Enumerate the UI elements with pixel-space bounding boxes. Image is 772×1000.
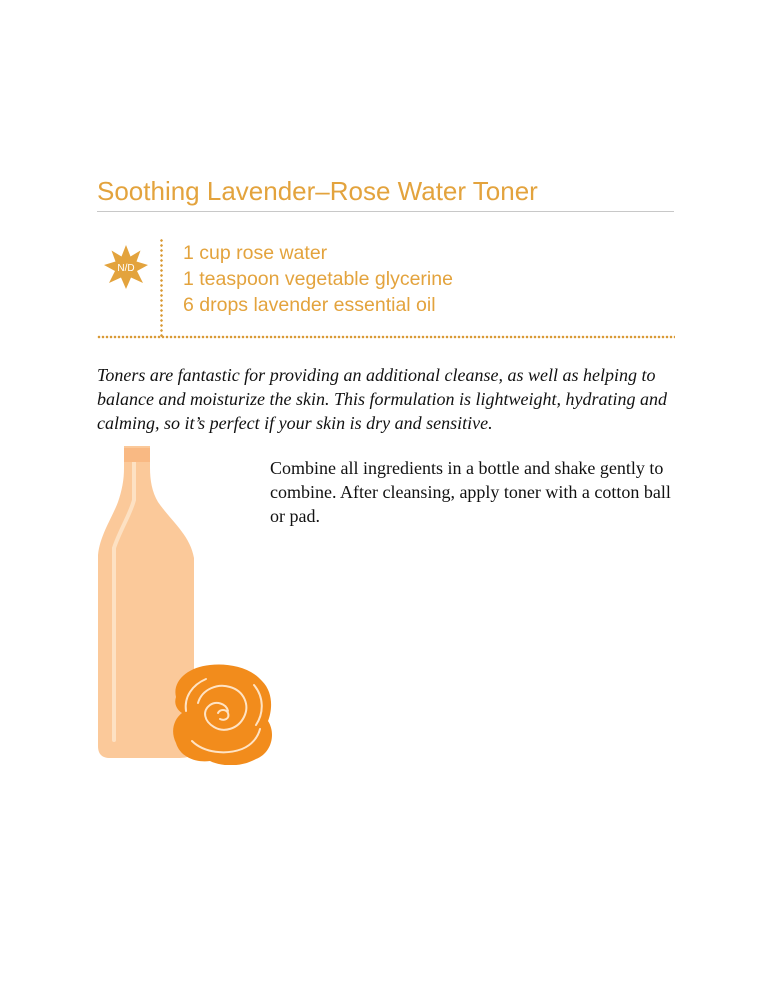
ingredient-item: 1 teaspoon vegetable glycerine	[183, 268, 453, 290]
horizontal-dotted-divider	[97, 335, 675, 339]
vertical-dotted-divider	[160, 238, 163, 338]
intro-paragraph: Toners are fantastic for providing an additional cleanse, as well as helping to balance and moisturize the skin. This formulation is lightweight, hydrating and calming, so it’s perfect if your skin is dry and sensitive.	[97, 365, 667, 433]
badge-label: N/D	[117, 263, 135, 274]
bottle-illustration	[98, 446, 194, 758]
rose-illustration	[173, 665, 272, 765]
ingredient-list	[183, 240, 453, 318]
bottle-and-rose-illustration	[90, 440, 280, 765]
ingredient-item: 6 drops lavender essential oil	[183, 294, 436, 316]
directions-paragraph: Combine all ingredients in a bottle and shake gently to combine. After cleansing, apply toner with a cotton ball or pad.	[270, 458, 671, 526]
star-burst-icon	[102, 243, 150, 291]
ingredient-item: 1 cup rose water	[183, 242, 328, 264]
title-divider	[97, 211, 674, 212]
recipe-title: Soothing Lavender–Rose Water Toner	[97, 176, 538, 206]
